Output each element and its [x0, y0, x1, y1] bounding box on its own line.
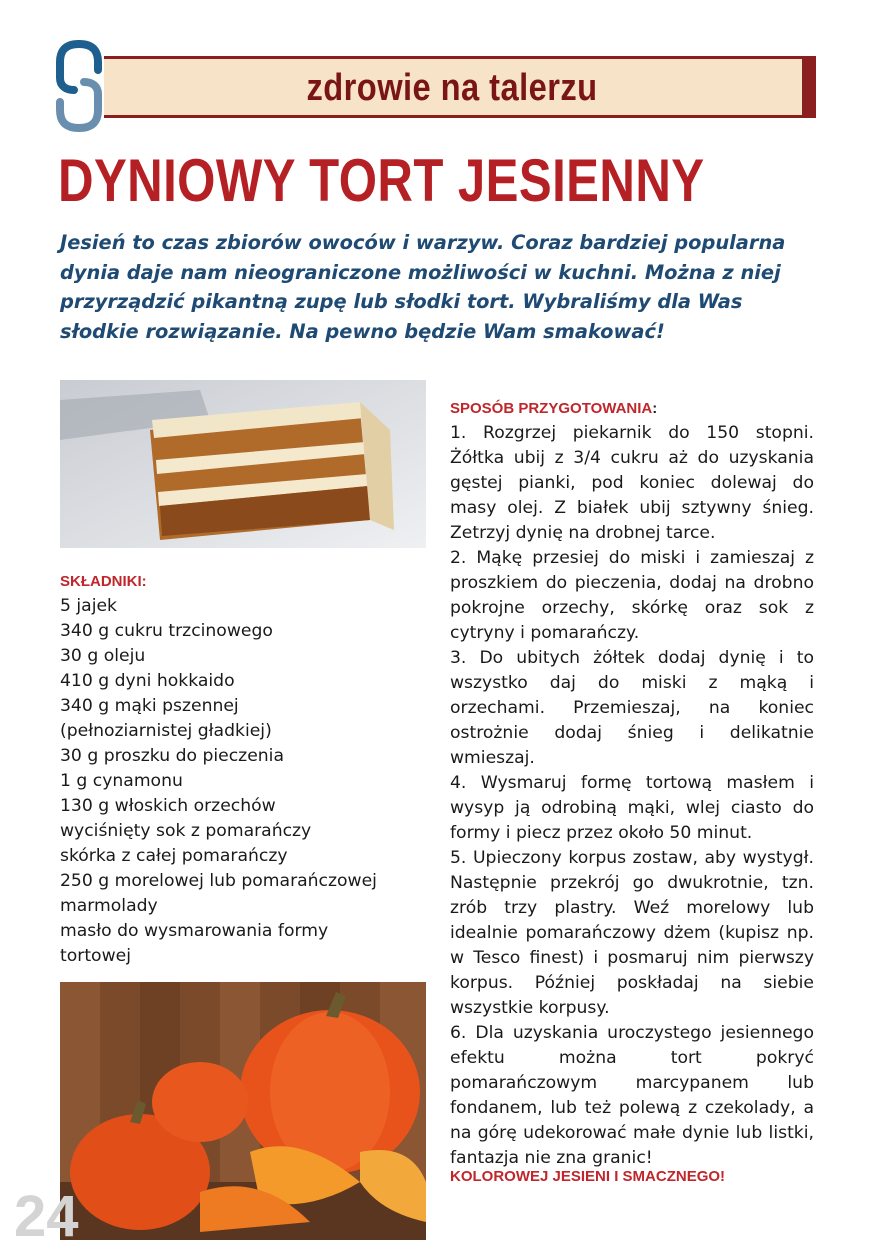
list-item: 30 g proszku do pieczenia: [60, 746, 284, 766]
list-item: 340 g cukru trzcinowego: [60, 621, 273, 641]
ingredients-list: [60, 594, 430, 969]
preparation-step: 5. Upieczony korpus zostaw, aby wystygł. Następnie przekrój go dwukrotnie, tzn. zrób trzy plastry. Weź morelowy lub idealnie pomarańczowy dżem (kupisz np. w Tesco finest) i posmaruj nim pierwszy korpus. Później poskładaj na siebie wszystkie korpusy.: [450, 848, 814, 1018]
page-number: 24: [14, 1184, 79, 1249]
section-header: [104, 56, 814, 118]
closing-line: KOLOROWEJ JESIENI I SMACZNEGO!: [450, 1168, 726, 1185]
list-item: wyciśnięty sok z pomarańczy: [60, 821, 312, 841]
article-intro: Jesień to czas zbiorów owoców i warzyw. Coraz bardziej popularna dynia daje nam nieograniczone możliwości w kuchni. Można z niej przyrządzić pikantną zupę lub słodki tort. Wybraliśmy dla Was słodkie rozwiązanie. Na pewno będzie Wam smakować!: [60, 231, 786, 343]
list-item: 130 g włoskich orzechów: [60, 796, 276, 816]
preparation-step: 3. Do ubitych żółtek dodaj dynię i to wszystko daj do miski z mąką i orzechami. Przemieszaj, na koniec ostrożnie dodaj śnieg i delikatnie wmieszaj.: [450, 648, 814, 768]
preparation-heading-colon: :: [652, 400, 658, 417]
preparation-step: 4. Wysmaruj formę tortową masłem i wysyp ją odrobiną mąki, wlej ciasto do formy i piecz przez około 50 minut.: [450, 773, 814, 843]
preparation-heading: [450, 396, 814, 421]
chain-link-logo-icon: [56, 40, 102, 132]
list-item: 340 g mąki pszennej: [60, 696, 239, 716]
list-item: masło do wysmarowania formy: [60, 921, 329, 941]
preparation-heading-text: SPOSÓB PRZYGOTOWANIA: [450, 400, 653, 417]
preparation-step: 2. Mąkę przesiej do miski i zamieszaj z proszkiem do pieczenia, dodaj na drobno pokrojne orzechy, skórkę oraz sok z cytryny i pomarańczy.: [450, 548, 814, 643]
list-item: 250 g morelowej lub pomarańczowej: [60, 871, 377, 891]
list-item: (pełnoziarnistej gładkiej): [60, 721, 272, 741]
list-item: 30 g oleju: [60, 646, 146, 666]
list-item: skórka z całej pomarańczy: [60, 846, 288, 866]
ingredients-section: [60, 569, 430, 969]
cake-photo: [60, 380, 426, 548]
list-item: marmolady: [60, 896, 158, 916]
list-item: tortowej: [60, 946, 131, 966]
preparation-section: [450, 396, 814, 1171]
article-title: DYNIOWY TORT JESIENNY: [58, 147, 705, 214]
list-item: 410 g dyni hokkaido: [60, 671, 235, 691]
ingredients-heading: SKŁADNIKI:: [60, 573, 147, 590]
pumpkin-photo: [60, 982, 426, 1240]
list-item: 5 jajek: [60, 596, 118, 616]
section-title: zdrowie na talerzu: [306, 67, 598, 109]
preparation-step: 6. Dla uzyskania uroczystego jesiennego efektu można tort pokryć pomarańczowym marcypanem lub fondanem, lub też polewą z czekolady, a na górę udekorować małe dynie lub listki, fantazja nie zna granic!: [450, 1023, 814, 1168]
preparation-step: 1. Rozgrzej piekarnik do 150 stopni. Żółtka ubij z 3/4 cukru aż do uzyskania gęstej pianki, pod koniec dolewaj do masy olej. Z białek ubij sztywny śnieg. Zetrzyj dynię na drobnej tarce.: [450, 423, 814, 543]
list-item: 1 g cynamonu: [60, 771, 183, 791]
